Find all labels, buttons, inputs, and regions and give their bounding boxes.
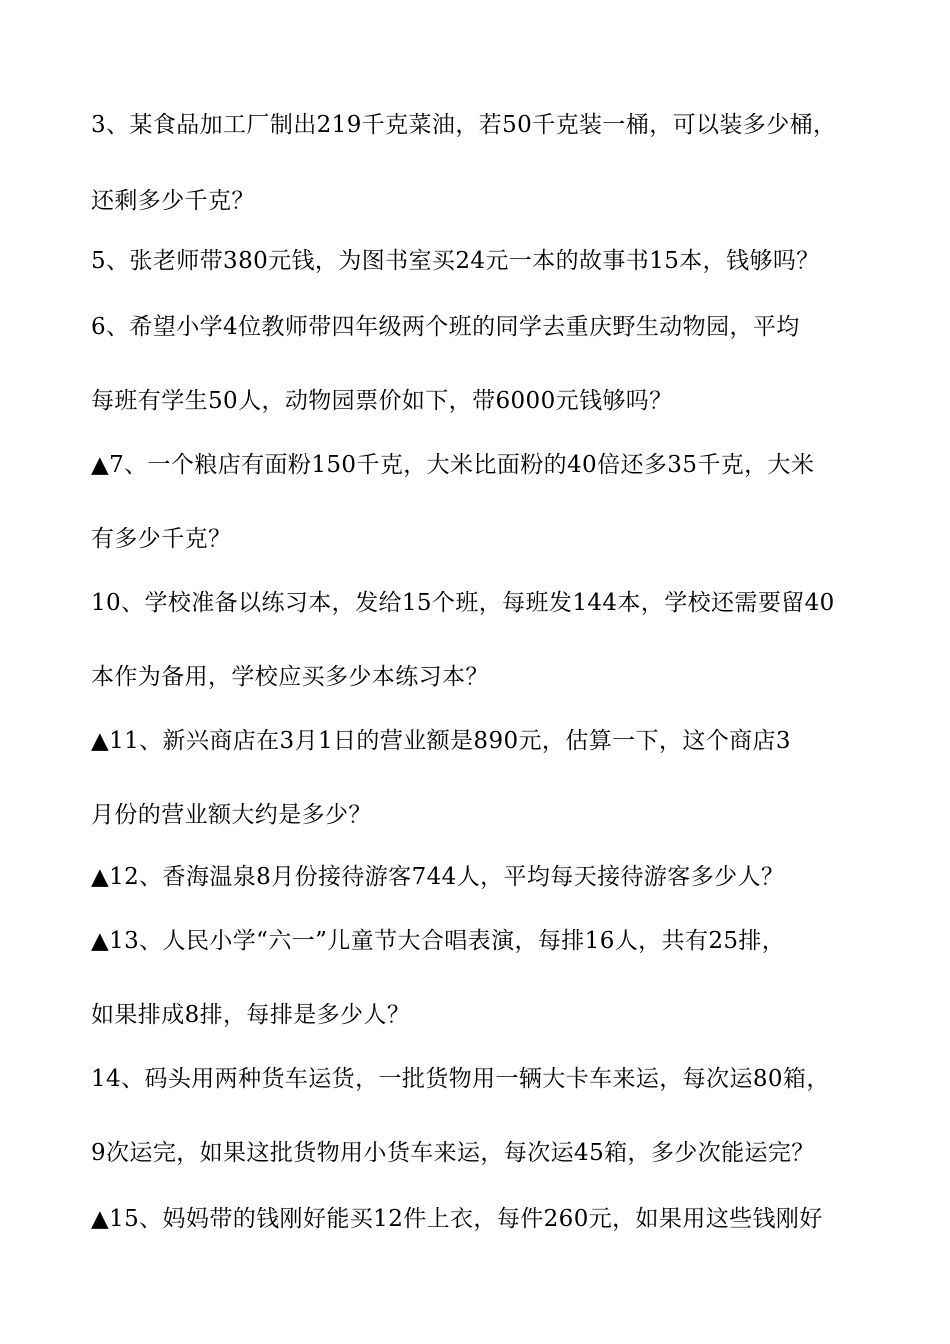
problem-6-line-1: 6、希望小学4位教师带四年级两个班的同学去重庆野生动物园，平均 xyxy=(91,314,800,340)
problem-12-line-1: ▲12、香海温泉8月份接待游客744人，平均每天接待游客多少人？ xyxy=(91,864,785,890)
problem-7-line-2: 有多少千克？ xyxy=(91,526,232,552)
problem-10-line-2: 本作为备用，学校应买多少本练习本？ xyxy=(91,664,489,690)
problem-14-line-2: 9次运完，如果这批货物用小货车来运，每次运45箱，多少次能运完？ xyxy=(91,1140,815,1166)
problem-14-line-1: 14、码头用两种货车运货，一批货物用一辆大卡车来运，每次运80箱， xyxy=(91,1066,830,1092)
problem-3-line-2: 还剩多少千克？ xyxy=(91,188,255,214)
problem-3-line-1: 3、某食品加工厂制出219千克菜油，若50千克装一桶，可以装多少桶， xyxy=(91,112,837,138)
problem-13-line-1: ▲13、人民小学“六一”儿童节大合唱表演，每排16人，共有25排， xyxy=(91,928,786,954)
problem-11-line-2: 月份的营业额大约是多少？ xyxy=(91,802,372,828)
problem-7-line-1: ▲7、一个粮店有面粉150千克，大米比面粉的40倍还多35千克，大米 xyxy=(91,452,815,478)
problem-6-line-2: 每班有学生50人，动物园票价如下，带6000元钱够吗？ xyxy=(91,388,673,414)
problem-11-line-1: ▲11、新兴商店在3月1日的营业额是890元，估算一下，这个商店3 xyxy=(91,728,791,754)
problem-13-line-2: 如果排成8排，每排是多少人？ xyxy=(91,1002,411,1028)
problem-10-line-1: 10、学校准备以练习本，发给15个班，每班发144本，学校还需要留40 xyxy=(91,590,835,616)
problem-15-line-1: ▲15、妈妈带的钱刚好能买12件上衣，每件260元，如果用这些钱刚好 xyxy=(91,1206,823,1232)
problem-5-line-1: 5、张老师带380元钱，为图书室买24元一本的故事书15本，钱够吗？ xyxy=(91,248,820,274)
